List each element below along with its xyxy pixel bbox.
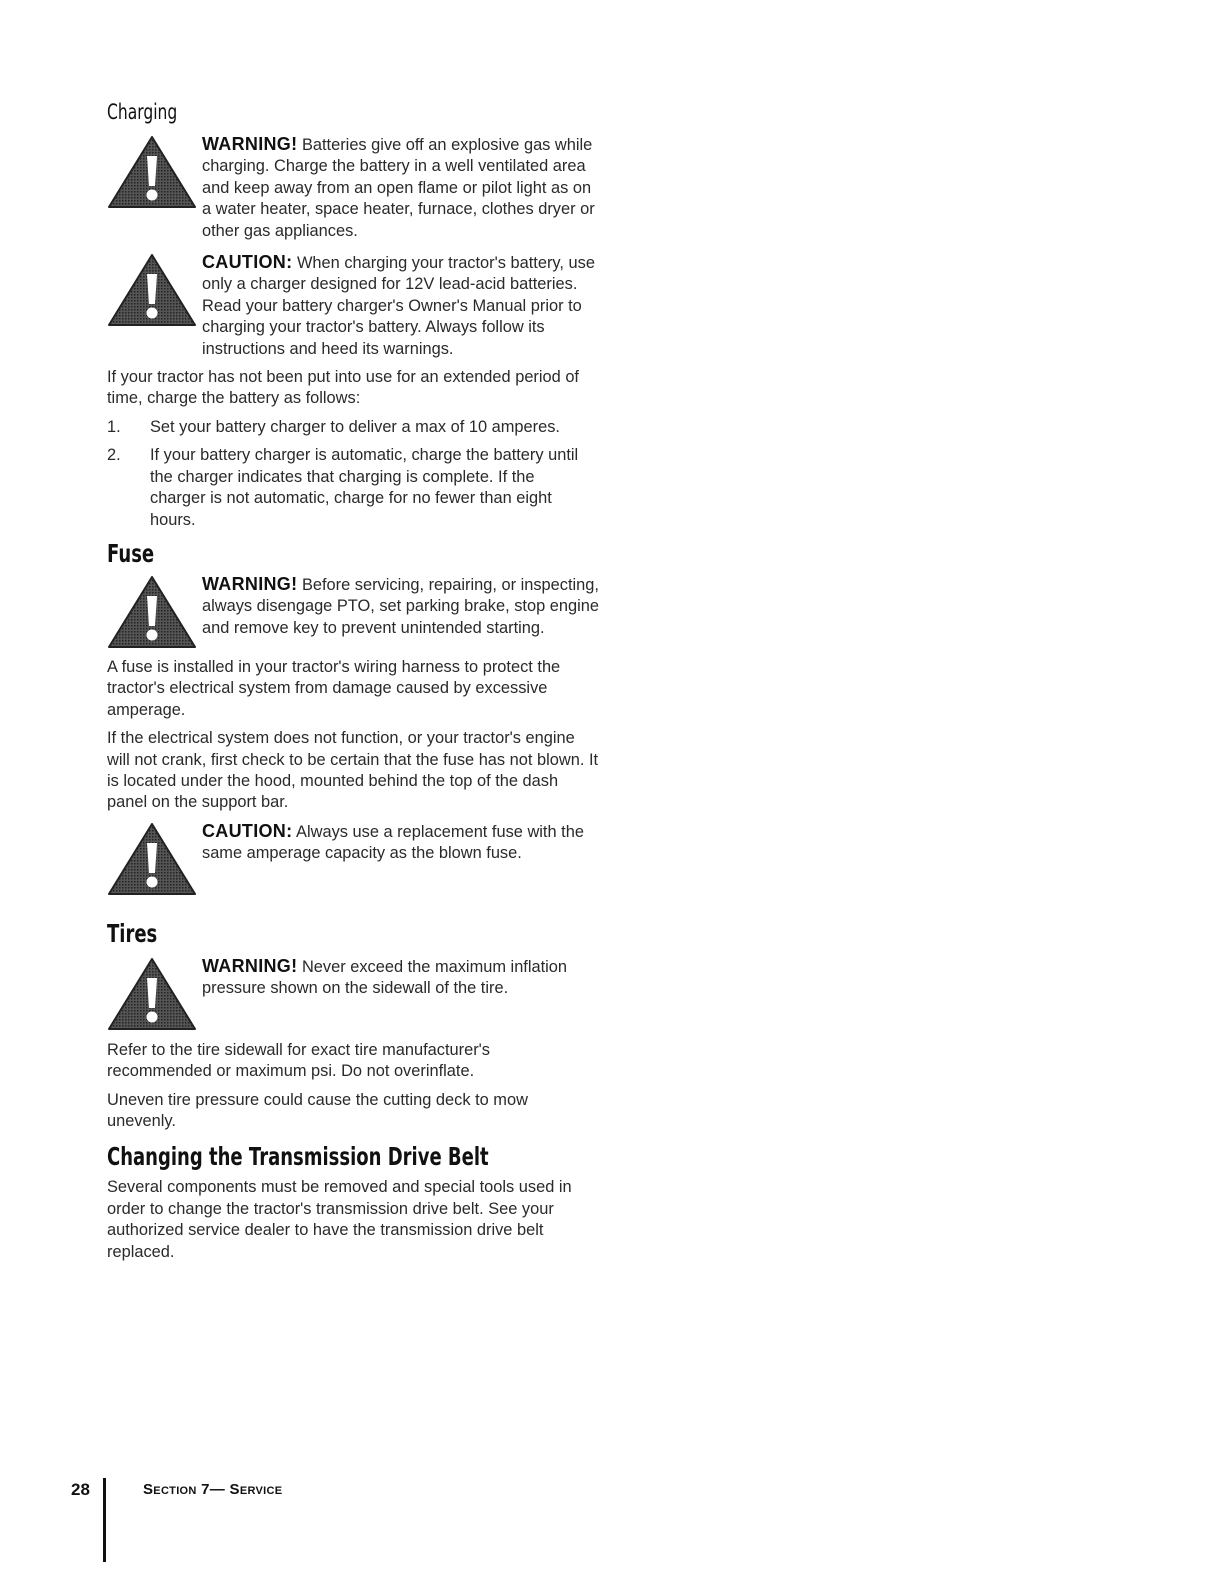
warning-label: WARNING! <box>202 134 298 154</box>
footer-section-title: Section 7— Service <box>143 1481 283 1498</box>
caution-label: CAUTION: <box>202 252 293 273</box>
fuse-caution <box>107 821 599 897</box>
step-number: 1. <box>107 417 121 436</box>
main-column <box>107 100 599 1263</box>
step-text: If your battery charger is automatic, charge the battery until the charger indicates that charging is complete. If the charger is not automatic, charge for no fewer than eight hours. <box>150 446 579 529</box>
fuse-heading: Fuse <box>107 538 155 568</box>
warning-label: WARNING! <box>202 955 298 976</box>
belt-paragraph: Several components must be removed and special tools used in order to change the tractor's transmission drive belt. See your authorized service dealer to have the transmission drive belt replaced. <box>107 1178 572 1261</box>
warning-text: Batteries give off an explosive gas while charging. Charge the battery in a well ventilated area and keep away from an open flame or pilot light as on a water heater, space heater, furnace, clothes dryer or other gas appliances. <box>202 136 595 240</box>
caution-triangle-icon <box>107 252 197 328</box>
warning-label: WARNING! <box>202 573 298 594</box>
page-number: 28 <box>71 1480 90 1499</box>
fuse-paragraph: If the electrical system does not function, or your tractor's engine will not crank, first check to be certain that the fuse has not blown. It is located under the hood, mounted behind the top of the dash panel on the support bar. <box>107 729 599 812</box>
tires-paragraph: Refer to the tire sidewall for exact tire manufacturer's recommended or maximum psi. Do not overinflate. <box>107 1040 491 1081</box>
warning-text: Before servicing, repairing, or inspecting, always disengage PTO, set parking brake, stop engine and remove key to prevent unintended starting. <box>202 575 599 637</box>
tires-paragraph: Uneven tire pressure could cause the cutting deck to mow unevenly. <box>107 1090 528 1130</box>
tires-heading: Tires <box>107 918 158 948</box>
tires-warning <box>107 956 599 1032</box>
belt-heading: Changing the Transmission Drive Belt <box>107 1142 489 1172</box>
warning-triangle-icon <box>107 956 197 1032</box>
caution-text: Always use a replacement fuse with the same amperage capacity as the blown fuse. <box>202 822 584 863</box>
warning-text: Never exceed the maximum inflation pressure shown on the sidewall of the tire. <box>202 957 568 998</box>
fuse-paragraph: A fuse is installed in your tractor's wiring harness to protect the tractor's electrical system from damage caused by excessive amperage. <box>107 657 561 719</box>
charging-intro: If your tractor has not been put into use for an extended period of time, charge the battery as follows: <box>107 368 579 408</box>
step-text: Set your battery charger to deliver a max of 10 amperes. <box>150 417 560 436</box>
charging-warning <box>107 134 599 242</box>
caution-triangle-icon <box>107 821 197 897</box>
list-item <box>107 445 599 531</box>
step-number: 2. <box>107 446 121 465</box>
caution-label: CAUTION: <box>202 820 293 841</box>
list-item <box>107 417 599 438</box>
charging-heading: Charging <box>107 100 178 124</box>
charging-caution <box>107 252 599 360</box>
caution-text: When charging your tractor's battery, use only a charger designed for 12V lead-acid batteries. Read your battery charger's Owner's Manual prior to charging your tractor's battery. Always follow its instructions and heed its warnings. <box>202 254 595 358</box>
warning-triangle-icon <box>107 574 197 650</box>
warning-triangle-icon <box>107 134 197 210</box>
fuse-warning <box>107 574 599 650</box>
footer-divider <box>103 1478 106 1562</box>
